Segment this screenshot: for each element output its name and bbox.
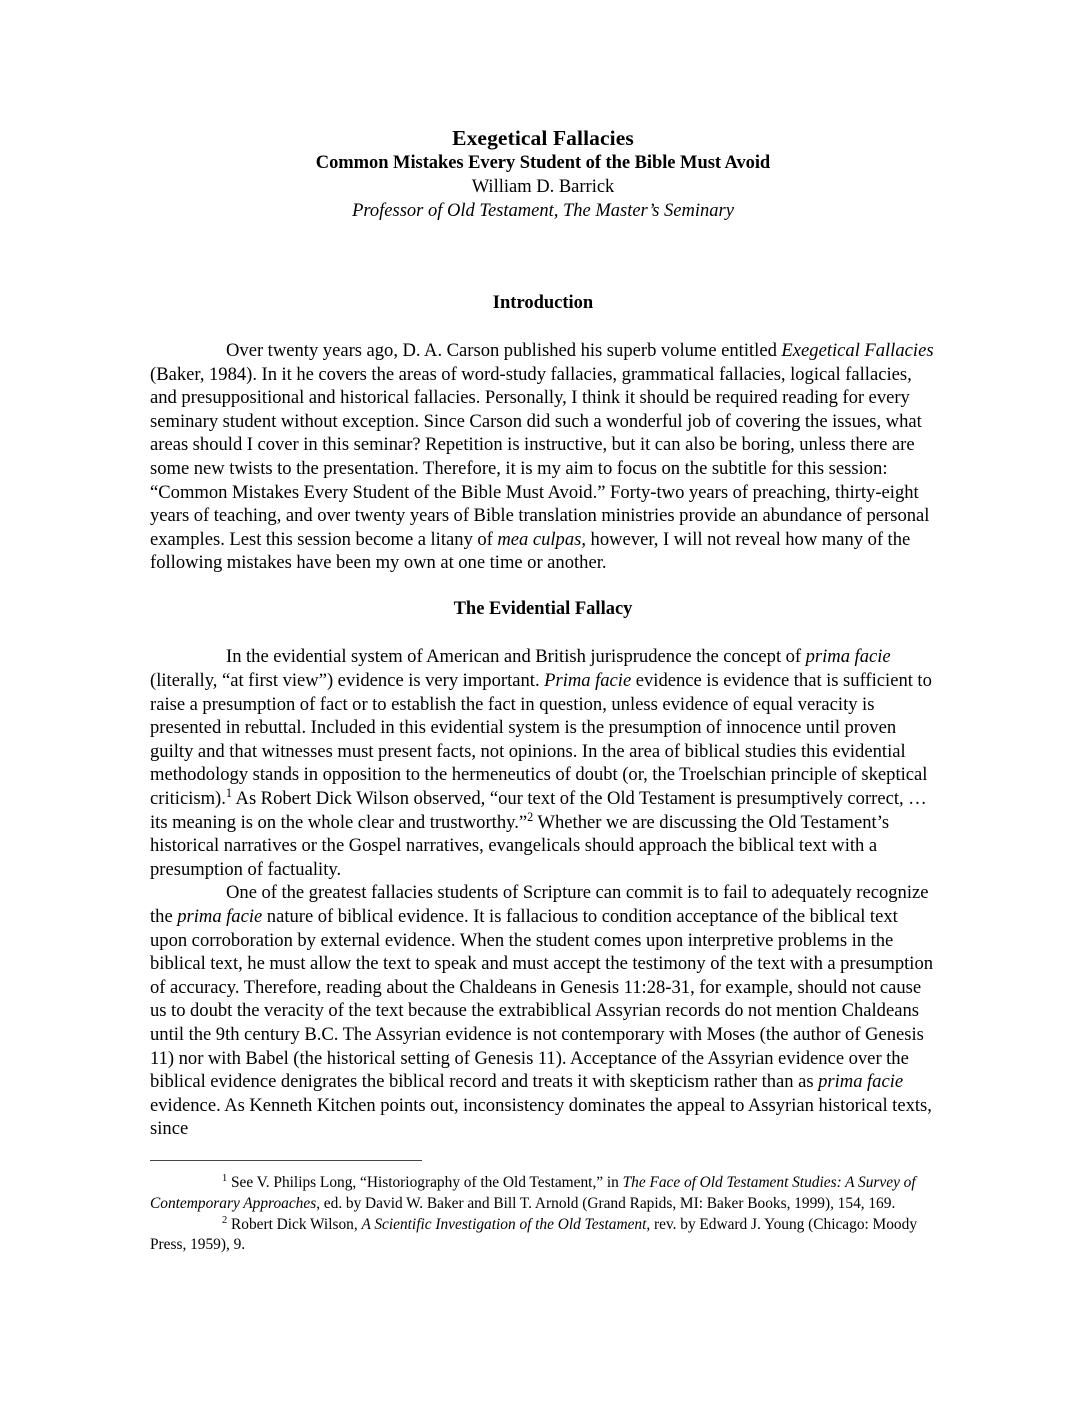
heading-spacer [150,316,936,340]
footnote-entry [150,1215,936,1257]
italic-run: prima facie [177,905,263,927]
paragraph [150,881,936,1141]
footnote-marker: 2 [527,809,534,824]
text-run: Whether we are discussing the Old Testament’s historical narratives or the Gospel narratives, evangelicals should approach the biblical text with a presumption of factuality. [150,811,890,880]
italic-run: mea culpas [497,528,582,550]
text-run: See V. Philips Long, “Historiography of the Old Testament,” in [227,1174,623,1191]
page-subtitle: Common Mistakes Every Student of the Bible Must Avoid [315,153,771,173]
text-run: Over twenty years ago, D. A. Carson published his superb volume entitled [226,340,782,361]
text-run: , however, I will not reveal how many of the following mistakes have been my own at one time or another. [150,528,911,574]
text-run: Robert Dick Wilson, [227,1215,362,1233]
text-run: , ed. by David W. Baker and Bill T. Arnold (Grand Rapids, MI: Baker Books, 1999), 154, 169. [316,1194,896,1212]
document-body [150,292,936,1141]
footnote-marker: 1 [222,1172,228,1184]
italic-run: Prima facie [544,670,632,692]
italic-run: A Scientific Investigation of the Old Testament [361,1215,647,1233]
italic-run: The Face of Old Testament Studies: A Survey of Contemporary Approaches [150,1174,916,1212]
paragraph [150,645,936,881]
italic-run: prima facie [818,1071,904,1093]
paragraph [150,339,936,575]
text-run: As Robert Dick Wilson observed, “our text of the Old Testament is presumptively correct, … its meaning is on the whole clear and trustworthy.” [150,788,927,833]
page-title: Exegetical Fallacies [452,126,634,150]
text-run: evidence is evidence that is sufficient to raise a presumption of fact or to establish the fact in question, unless evidence of equal veracity is presented in rebuttal. Included in this evidential system is the presumption of innocence until proven guilty and that witnesses must present facts, not opinions. In the area of biblical studies this evidential methodology stands in opposition to the hermeneutics of doubt (or, the Troelschian principle of skeptical criticism). [150,670,932,809]
text-run: (Baker, 1984). In it he covers the areas of word-study fallacies, grammatical fallacies, logical fallacies, and presuppositional and historical fallacies. Personally, I think it should be required reading for every seminary student without exception. Since Carson did such a wonderful job of covering the issues, what areas should I cover in this seminar? Repetition is instructive, but it can also be boring, unless there are some new twists to the presentation. Therefore, it is my aim to focus on the subtitle for this session: “Common Mistakes Every Student of the Bible Must Avoid.” Forty-two years of preaching, thirty-eight years of teaching, and over twenty years of Bible translation ministries provide an abundance of personal examples. Lest this session become a litany of [150,363,930,550]
section-heading-evidential-fallacy: The Evidential Fallacy [453,599,633,620]
text-run: In the evidential system of American and British jurisprudence the concept of [226,646,806,668]
footnote-area [150,1160,936,1256]
footnote-marker: 1 [225,785,233,800]
author-name: William D. Barrick [471,177,615,197]
title-block [150,126,936,223]
text-run: , rev. by Edward J. Young (Chicago: Moody Press, 1959), 9. [150,1215,918,1254]
footnote-separator-rule [150,1160,422,1161]
section-heading-introduction: Introduction [492,293,594,313]
heading-spacer [150,622,936,646]
italic-run: prima facie [805,646,891,668]
section-spacer [150,575,936,599]
text-run: evidence. As Kenneth Kitchen points out, inconsistency dominates the appeal to Assyrian historical texts, since [150,1094,932,1140]
text-run: nature of biblical evidence. It is fallacious to condition acceptance of the biblical text upon corroboration by external evidence. When the student comes upon interpretive problems in the biblical text, he must allow the text to speak and must accept the testimony of the text with a presumption of accuracy. Therefore, reading about the Chaldeans in Genesis 11:28-31, for example, should not cause us to doubt the veracity of the text because the extrabiblical Assyrian records do not mention Chaldeans until the 9th century B.C. The Assyrian evidence is not contemporary with Moses (the author of Genesis 11) nor with Babel (the historical setting of Genesis 11). Acceptance of the Assyrian evidence over the biblical evidence denigrates the biblical record and treats it with skepticism rather than as [150,905,934,1093]
text-run: One of the greatest fallacies students of Scripture can commit is to fail to adequately recognize the [150,882,929,927]
footnote-marker: 2 [222,1214,228,1226]
italic-run: Exegetical Fallacies [781,340,934,361]
author-affiliation: Professor of Old Testament, The Master’s Seminary [352,201,734,221]
text-run: (literally, “at first view”) evidence is very important. [150,670,545,692]
footnote-entry [150,1173,936,1215]
